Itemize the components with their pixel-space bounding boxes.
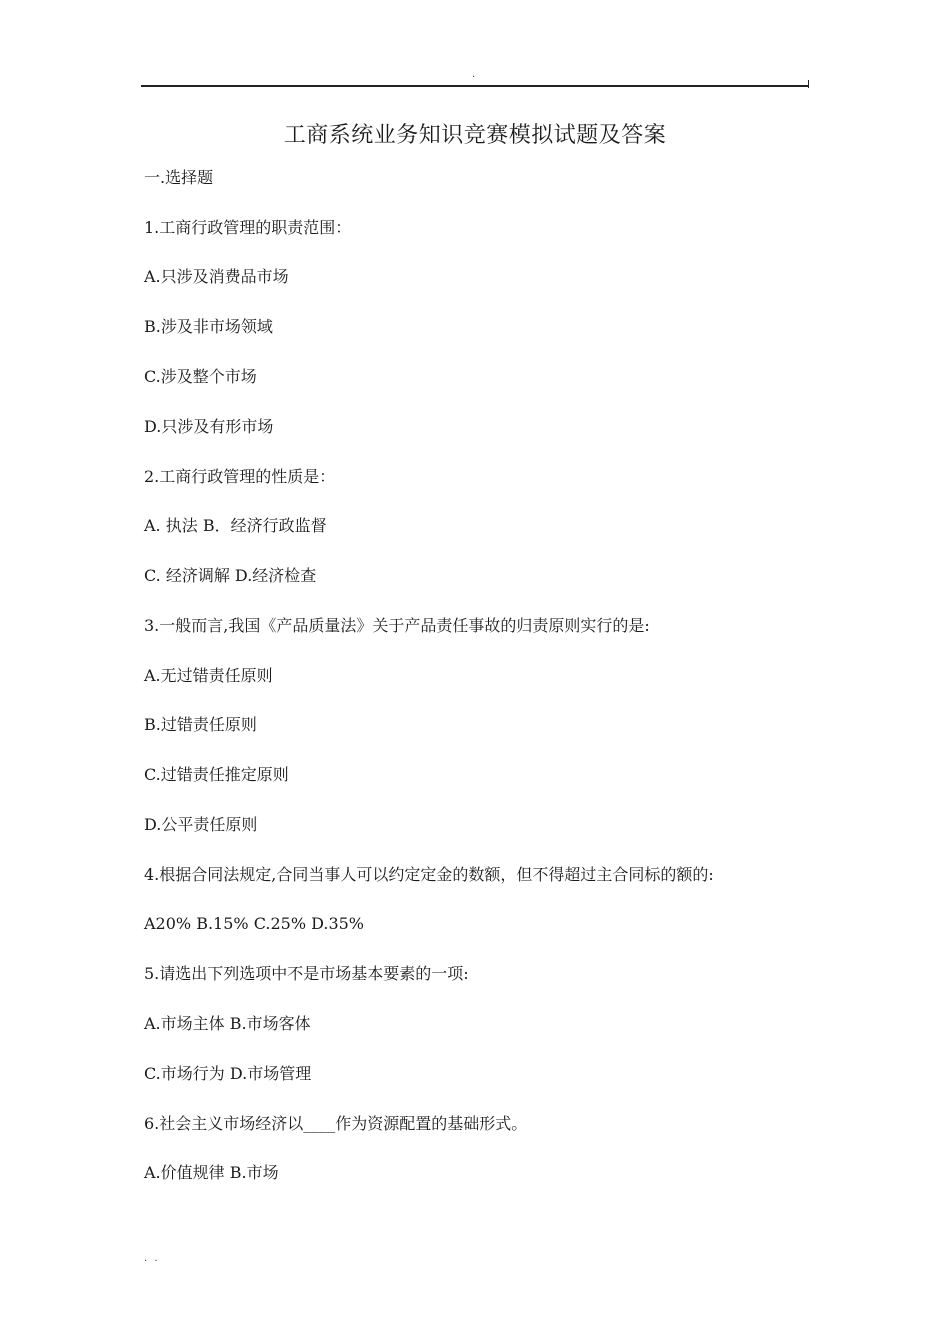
question-3-option-c: C.过错责任推定原则 <box>144 765 289 784</box>
question-5: 5.请选出下列选项中不是市场基本要素的一项: <box>144 964 469 983</box>
question-5-options-cd: C.市场行为 D.市场管理 <box>144 1064 312 1083</box>
question-3-option-d: D.公平责任原则 <box>144 815 258 834</box>
document-title: 工商系统业务知识竞赛模拟试题及答案 <box>283 123 667 148</box>
question-5-options-ab: A.市场主体 B.市场客体 <box>144 1014 311 1033</box>
question-3: 3.一般而言,我国《产品质量法》关于产品责任事故的归责原则实行的是: <box>144 616 650 635</box>
question-4-options: A20% B.15% C.25% D.35% <box>144 914 365 933</box>
question-6-options-ab: A.价值规律 B.市场 <box>144 1163 279 1182</box>
question-1-option-c: C.涉及整个市场 <box>144 367 257 386</box>
question-1-option-d: D.只涉及有形市场 <box>144 417 274 436</box>
section-heading: 一.选择题 <box>144 168 214 187</box>
question-2: 2.工商行政管理的性质是： <box>144 467 336 486</box>
header-rule-tick <box>808 80 809 88</box>
header-rule <box>141 85 809 87</box>
question-1-option-b: B.涉及非市场领域 <box>144 317 273 336</box>
question-1: 1.工商行政管理的职责范围： <box>144 218 352 237</box>
question-2-options-ab: A. 执法 B．经济行政监督 <box>144 516 327 535</box>
question-2-options-cd: C. 经济调解 D.经济检查 <box>144 566 317 585</box>
question-4: 4.根据合同法规定,合同当事人可以约定定金的数额，但不得超过主合同标的额的: <box>144 865 714 884</box>
question-6: 6.社会主义市场经济以____作为资源配置的基础形式。 <box>144 1114 528 1133</box>
question-3-option-a: A.无过错责任原则 <box>144 666 273 685</box>
header-mark: . <box>472 69 476 80</box>
question-1-option-a: A.只涉及消费品市场 <box>144 267 289 286</box>
footer-mark: . . <box>144 1253 160 1264</box>
question-3-option-b: B.过错责任原则 <box>144 715 257 734</box>
